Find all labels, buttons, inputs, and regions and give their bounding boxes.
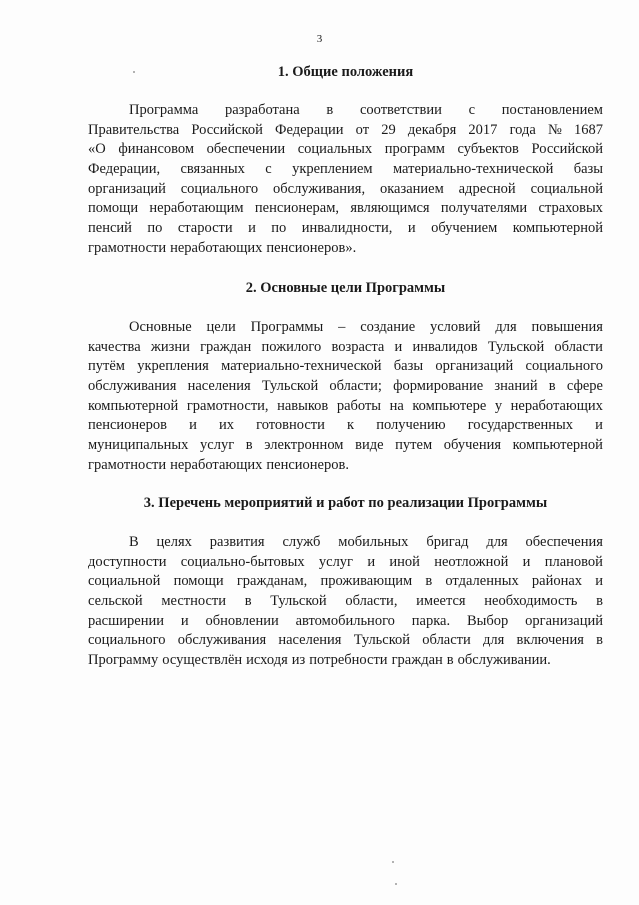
word: с [468, 102, 476, 118]
word: Правительства [88, 121, 180, 138]
word: государственных [467, 417, 574, 434]
word: цели [206, 319, 236, 335]
scan-speck [392, 861, 394, 863]
word: имеется [416, 593, 466, 610]
word: в [244, 593, 252, 610]
word: Федерации [275, 121, 344, 138]
word: Программы [250, 319, 324, 335]
word: инвалидности, [301, 220, 393, 237]
text-line [88, 612, 603, 632]
word: автомобильного [295, 612, 395, 629]
word: № [547, 121, 562, 138]
word: Российской [531, 141, 603, 158]
word: электронном [264, 437, 344, 454]
word: грамотности, [186, 397, 269, 414]
text-line [88, 456, 603, 476]
paragraph-activities-list [88, 533, 603, 671]
word: сельской [88, 593, 143, 610]
word: 2017 [468, 121, 498, 138]
word: материально-технической [392, 161, 554, 178]
word: районах [531, 573, 583, 590]
word: организаций [525, 612, 603, 629]
word: расширении [88, 612, 165, 629]
word: развития [209, 534, 265, 550]
word: условий [430, 319, 481, 335]
word: виде [355, 437, 384, 454]
word: Программа [129, 102, 199, 118]
word: компьютере [412, 397, 487, 414]
word: области; [329, 378, 382, 395]
text-line [88, 592, 603, 612]
word: по [147, 220, 163, 237]
word: необходимость [484, 593, 578, 610]
word: Тульской [353, 632, 411, 649]
word: работы [336, 397, 382, 414]
word: для [495, 319, 517, 335]
text-line [88, 397, 603, 417]
section-heading-general-provisions: 1. Общие положения [277, 64, 414, 80]
word: социально-бытовых [180, 553, 305, 570]
scan-speck [395, 883, 397, 885]
word: на [389, 397, 404, 414]
word: путем [395, 437, 433, 454]
word: мобильных [338, 534, 409, 550]
word: осуществлён [162, 652, 243, 669]
word: и [595, 417, 603, 434]
paragraph-main-goals [88, 318, 603, 476]
word: компьютерной [88, 397, 179, 414]
text-line [88, 199, 603, 219]
word: обслуживания [177, 632, 267, 649]
word: Программу [88, 652, 159, 669]
word: возраста [331, 338, 385, 355]
word: и [248, 220, 256, 237]
text-line [88, 239, 603, 259]
word: повышения [531, 319, 603, 335]
word: качества [88, 338, 141, 355]
word: их [218, 417, 234, 434]
word: 29 [381, 121, 396, 138]
word: материально-технической [221, 358, 382, 375]
word: связанных [180, 161, 245, 178]
word: финансовом [118, 141, 195, 158]
word: в [245, 437, 253, 454]
word: бригад [426, 534, 469, 550]
word: обслуживания [88, 378, 177, 395]
text-line [88, 101, 603, 121]
word: иной [389, 553, 420, 570]
word: местности [161, 593, 227, 610]
word: грамотности [88, 239, 167, 256]
word: Тульской [487, 338, 545, 355]
word: и [394, 338, 403, 355]
word: компьютерной [512, 437, 603, 454]
word: базы [393, 358, 424, 375]
word: населения [187, 378, 251, 395]
word: декабря [407, 121, 457, 138]
word: от [355, 121, 370, 138]
word: у [494, 397, 503, 414]
word: 1687 [573, 121, 603, 138]
word: социальной [88, 573, 161, 590]
word: жизни [150, 338, 190, 355]
word: неработающим [149, 200, 244, 217]
text-line [88, 318, 603, 338]
word: услуг [200, 437, 235, 454]
word: обслуживании. [457, 652, 551, 669]
word: пенсионеров. [266, 456, 349, 473]
text-line [88, 357, 603, 377]
word: Федерации, [88, 161, 161, 178]
word: компьютерной [512, 220, 603, 237]
word: разработана [225, 102, 300, 118]
word: готовности [256, 417, 325, 434]
word: формирование [393, 378, 484, 395]
word: укреплением [292, 161, 373, 178]
word: в [596, 593, 603, 610]
word: путём [88, 358, 125, 375]
word: пенсионеров». [266, 239, 357, 256]
scan-speck [133, 71, 135, 73]
word: укрепления [137, 358, 209, 375]
word: граждан [391, 652, 443, 669]
word: субъектов [457, 141, 519, 158]
word: и [180, 612, 189, 629]
word: неотложной [434, 553, 509, 570]
word: организаций [435, 358, 514, 375]
word: и [522, 553, 531, 570]
word: области [422, 632, 471, 649]
word: пенсий [88, 220, 132, 237]
word: муниципальных [88, 437, 189, 454]
text-line [88, 651, 603, 671]
word: для [483, 632, 505, 649]
word: проживающим [320, 573, 413, 590]
word: обеспечении [206, 141, 286, 158]
word: обучением [431, 220, 498, 237]
word: Тульской [261, 378, 319, 395]
word: социальной [530, 180, 603, 197]
word: в [425, 573, 433, 590]
word: по [271, 220, 287, 237]
text-line [88, 219, 603, 239]
word: плановой [544, 553, 603, 570]
word: постановлением [501, 102, 603, 118]
word: помощи [173, 573, 224, 590]
word: навыков [277, 397, 329, 414]
paragraph-general-provisions [88, 101, 603, 259]
word: гражданам, [236, 573, 308, 590]
word: области, [345, 593, 398, 610]
word: служб [282, 534, 321, 550]
word: социального [525, 358, 603, 375]
text-line [88, 572, 603, 592]
word: доступности [88, 553, 167, 570]
word: включения [516, 632, 584, 649]
word: социального [88, 632, 166, 649]
word: оказанием [379, 180, 444, 197]
word: исходя [246, 652, 288, 669]
word: помощи [88, 200, 139, 217]
word: обеспечения [525, 534, 603, 550]
text-line [88, 416, 603, 436]
word: и [595, 573, 603, 590]
word: знаний [494, 378, 538, 395]
text-line [88, 121, 603, 141]
text-line [88, 338, 603, 358]
word: пожилого [261, 338, 322, 355]
word: являющимся [350, 200, 430, 217]
text-line [88, 631, 603, 651]
word: грамотности [88, 456, 167, 473]
text-line [88, 436, 603, 456]
text-line [88, 140, 603, 160]
word: обучения [443, 437, 502, 454]
text-line [88, 180, 603, 200]
word: социального [180, 180, 259, 197]
word: «О [88, 141, 106, 158]
word: обновлении [205, 612, 279, 629]
word: Основные [129, 319, 192, 335]
word: программ [384, 141, 445, 158]
word: базы [573, 161, 603, 178]
word: социальных [297, 141, 373, 158]
word: целях [156, 534, 192, 550]
word: парка. [411, 612, 451, 629]
word: потребности [309, 652, 388, 669]
word: старости [177, 220, 233, 237]
word: обслуживания, [273, 180, 366, 197]
word: сфере [566, 378, 603, 395]
word: неработающих [170, 239, 263, 256]
word: к [347, 417, 355, 434]
word: населения [278, 632, 342, 649]
word: неработающих [170, 456, 263, 473]
word: пенсионерам, [254, 200, 340, 217]
word: в [596, 632, 603, 649]
word: Выбор [466, 612, 509, 629]
word: в [326, 102, 334, 118]
page-number: 3 [316, 33, 323, 45]
word: инвалидов [412, 338, 478, 355]
word: соответствии [359, 102, 442, 118]
word: организаций [88, 180, 166, 197]
word: В [129, 534, 139, 550]
word: из [291, 652, 306, 669]
word: в [548, 378, 556, 395]
word: неработающих [510, 397, 603, 414]
word: страховых [538, 200, 603, 217]
word: граждан [200, 338, 252, 355]
word: с [265, 161, 272, 178]
text-line [88, 377, 603, 397]
word: создание [360, 319, 416, 335]
word: получателями [440, 200, 528, 217]
word: адресной [458, 180, 516, 197]
word: для [486, 534, 508, 550]
word: и [189, 417, 197, 434]
word: Тульской [270, 593, 327, 610]
section-heading-activities-list: 3. Перечень мероприятий и работ по реализации Программы [143, 495, 548, 511]
word: и [367, 553, 376, 570]
text-line [88, 553, 603, 573]
word: услуг [318, 553, 354, 570]
word: в [446, 652, 454, 669]
text-line [88, 160, 603, 180]
text-line [88, 533, 603, 553]
word: пенсионеров [88, 417, 167, 434]
word: отдаленных [445, 573, 519, 590]
word: получению [376, 417, 446, 434]
word: и [407, 220, 416, 237]
section-heading-main-goals: 2. Основные цели Программы [245, 280, 446, 296]
word: области [554, 338, 603, 355]
word: года [509, 121, 536, 138]
word: Российской [191, 121, 263, 138]
word: – [338, 319, 346, 335]
